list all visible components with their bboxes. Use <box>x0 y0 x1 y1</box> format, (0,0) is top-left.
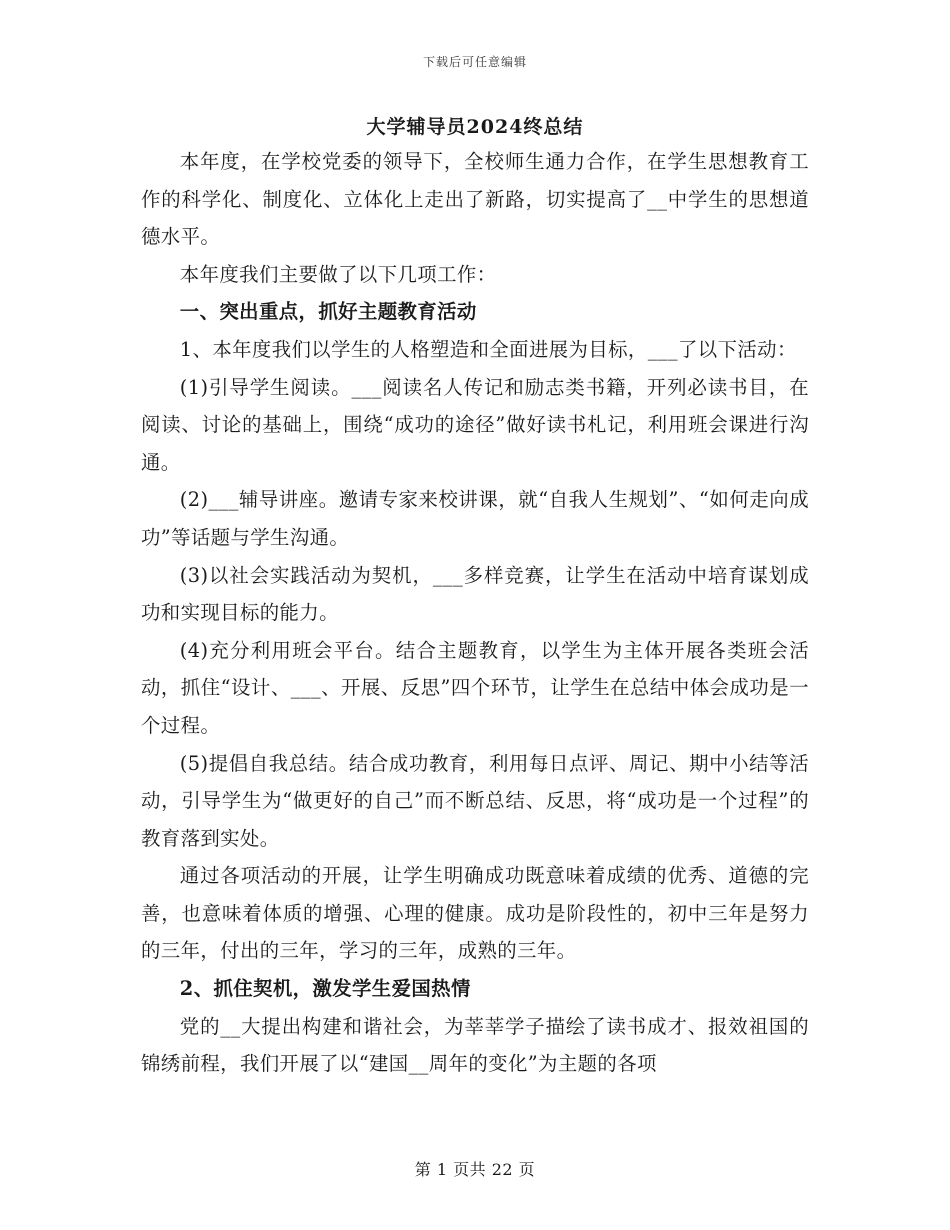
document-body <box>141 143 809 1083</box>
section-heading-2: 2、抓住契机，激发学生爱国热情 <box>179 977 471 1001</box>
page-header-note: 下载后可任意编辑 <box>422 55 527 69</box>
paragraph-activities-intro: 1、本年度我们以学生的人格塑造和全面进展为目标，___了以下活动： <box>179 337 797 361</box>
paragraph-item-2: (2)___辅导讲座。邀请专家来校讲课，就“自我人生规划”、“如何走向成功”等话题与学生沟通。 <box>141 488 809 549</box>
section-heading-1: 一、突出重点，抓好主题教育活动 <box>179 300 477 324</box>
paragraph-item-5: (5)提倡自我总结。结合成功教育，利用每日点评、周记、期中小结等活动，引导学生为“做更好的自己”而不断总结、反思，将“成功是一个过程”的教育落到实处。 <box>141 751 809 850</box>
paragraph-intro: 本年度，在学校党委的领导下，全校师生通力合作，在学生思想教育工作的科学化、制度化、立体化上走出了新路，切实提高了__中学生的思想道德水平。 <box>141 150 809 249</box>
document-title: 大学辅导员2024终总结 <box>366 116 584 138</box>
paragraph-item-1: (1)引导学生阅读。___阅读名人传记和励志类书籍，开列必读书目，在阅读、讨论的基础上，围绕“成功的途径”做好读书札记，利用班会课进行沟通。 <box>141 375 809 474</box>
paragraph-item-4: (4)充分利用班会平台。结合主题教育，以学生为主体开展各类班会活动，抓住“设计、___、开展、反思”四个环节，让学生在总结中体会成功是一个过程。 <box>141 638 809 737</box>
page-number-footer: 第 1 页共 22 页 <box>414 1160 536 1179</box>
paragraph-item-3: (3)以社会实践活动为契机，___多样竞赛，让学生在活动中培育谋划成功和实现目标的能力。 <box>141 563 809 625</box>
paragraph-patriotism: 党的__大提出构建和谐社会，为莘莘学子描绘了读书成才、报效祖国的锦绣前程，我们开展了以“建国__周年的变化”为主题的各项 <box>141 1014 809 1076</box>
paragraph-work-intro: 本年度我们主要做了以下几项工作： <box>179 262 497 286</box>
paragraph-summary: 通过各项活动的开展，让学生明确成功既意味着成绩的优秀、道德的完善，也意味着体质的增强、心理的健康。成功是阶段性的，初中三年是努力的三年，付出的三年，学习的三年，成熟的三年。 <box>141 864 809 963</box>
